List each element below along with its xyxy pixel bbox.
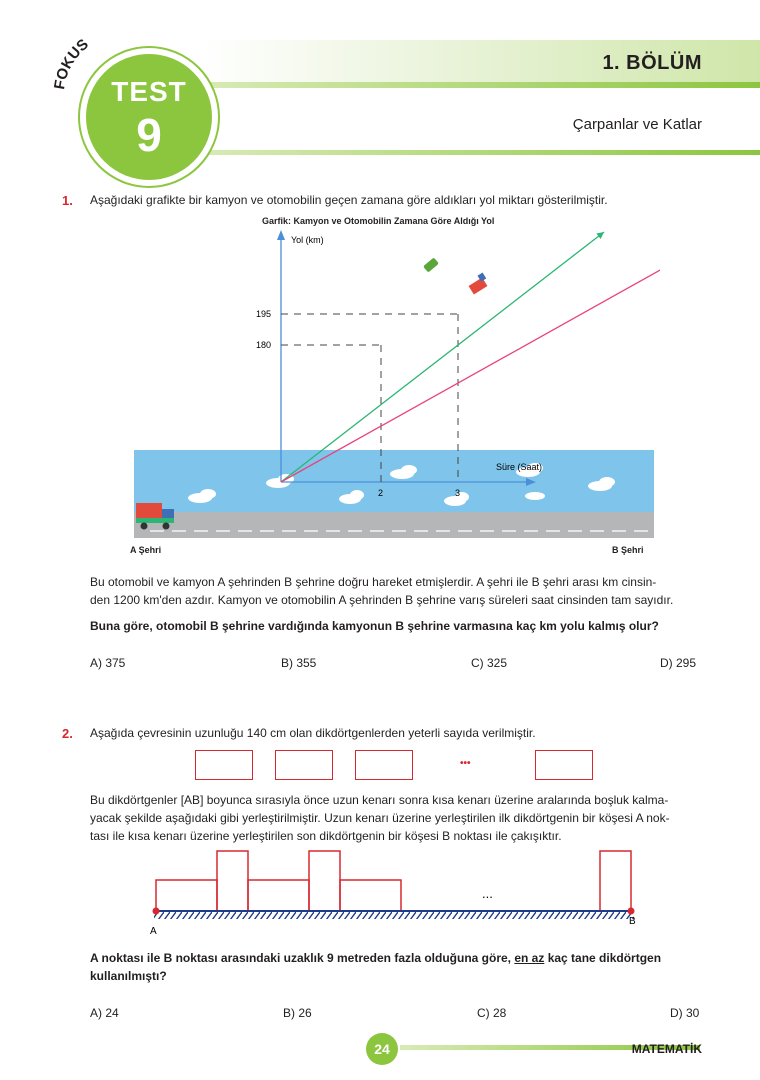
q2-body-line1: Bu dikdörtgenler [AB] boyunca sırasıyla önce uzun kenarı sonra kısa kenarı üzerine aralarında boşluk kalma-: [90, 793, 669, 807]
y-tick-195: 195: [256, 309, 272, 319]
q2-question-emphasis: en az: [514, 951, 545, 965]
q2-option-c[interactable]: C) 28: [477, 1006, 507, 1020]
section-title: 1. BÖLÜM: [602, 52, 702, 74]
q2-question-part1: A noktası ile B noktası arasındaki uzaklık 9 metreden fazla olduğuna göre,: [90, 951, 515, 965]
axes: [277, 230, 536, 486]
series-layer: [281, 232, 660, 482]
header-rule-top: [200, 82, 760, 88]
city-b-label: B Şehri: [612, 545, 644, 555]
q2-diagram: [140, 848, 650, 938]
q2-option-d[interactable]: D) 30: [670, 1006, 700, 1020]
q2-question-part2: kaç tane dikdörtgen: [544, 951, 662, 965]
q2-question-line1: [90, 948, 661, 968]
placed-rect-short-last: [600, 851, 631, 911]
rectangle-sample-1: [195, 750, 253, 780]
topic-title: Çarpanlar ve Katlar: [572, 116, 702, 133]
placed-rect-long-2: [248, 880, 309, 911]
placed-rectangles: [156, 851, 631, 911]
q2-number: 2.: [62, 726, 73, 741]
q1-intro: Aşağıdaki grafikte bir kamyon ve otomobilin geçen zamana göre aldıkları yol miktarı gösterilmiştir.: [90, 193, 608, 207]
placed-rect-long-1: [156, 880, 217, 911]
q1-option-b[interactable]: B) 355: [281, 656, 317, 670]
point-a-label: A: [150, 926, 157, 937]
series-arrowhead-1: [596, 232, 604, 239]
y-tick-180: 180: [256, 340, 272, 350]
graph-title: Garfik: Kamyon ve Otomobilin Zamana Göre Aldığı Yol: [262, 216, 495, 226]
rectangle-sample-4: [535, 750, 593, 780]
badge-number: 9: [136, 109, 162, 161]
header-rule-bottom: [200, 150, 760, 155]
test-badge: [80, 48, 218, 186]
q2-intro: Aşağıda çevresinin uzunluğu 140 cm olan dikdörtgenlerden yeterli sayıda verilmiştir.: [90, 726, 536, 740]
q1-body-line2: den 1200 km'den azdır. Kamyon ve otomobilin A şehrinden B şehrine varış süreleri saat cinsinden tam sayıdır.: [90, 593, 674, 607]
city-a-label: A Şehri: [130, 545, 162, 555]
x-tick-2: 2: [378, 488, 384, 498]
road: [134, 512, 654, 538]
x-tick-3: 3: [455, 488, 461, 498]
placed-rect-short-1: [217, 851, 248, 911]
diagram-dots: ...: [482, 886, 493, 901]
series-line-2: [281, 249, 660, 482]
point-a-dot: [153, 908, 160, 915]
series-line-1: [281, 232, 604, 482]
q2-option-b[interactable]: B) 26: [283, 1006, 312, 1020]
rectangle-sample-3: [355, 750, 413, 780]
page-number: 24: [366, 1033, 398, 1065]
q2-body-line2: yacak şekilde aşağıdaki gibi yerleştirilmiştir. Uzun kenarı üzerine yerleştirilen ilk dikdörtgenin bir köşesi A nok-: [90, 811, 670, 825]
badge-title: TEST: [111, 76, 187, 107]
y-axis-label: Yol (km): [291, 235, 324, 245]
q1-option-a[interactable]: A) 375: [90, 656, 126, 670]
subject-label: MATEMATİK: [631, 1042, 702, 1056]
q1-question: Buna göre, otomobil B şehrine vardığında kamyonun B şehrine varmasına kaç km yolu kalmış olur?: [90, 619, 659, 633]
placed-rect-long-3: [340, 880, 401, 911]
fokus-text: FOKUS: [51, 35, 92, 91]
q2-question-line2: kullanılmıştı?: [90, 969, 167, 983]
ground-hatch: [154, 912, 634, 919]
x-axis-label: Süre (Saat): [496, 462, 543, 472]
placed-rect-short-2: [309, 851, 340, 911]
rectangle-sample-2: [275, 750, 333, 780]
q1-option-d[interactable]: D) 295: [660, 656, 697, 670]
rectangles-ellipsis: •••: [460, 758, 471, 769]
point-b-label: B: [629, 916, 636, 927]
q1-body-line1: Bu otomobil ve kamyon A şehrinden B şehrine doğru hareket etmişlerdir. A şehri ile B şehri arası km cinsin-: [90, 575, 657, 589]
q2-body-line3: tası ile kısa kenarı üzerine yerleştirilen son dikdörtgenin bir köşesi B noktası ile çakışıktır.: [90, 829, 562, 843]
q2-option-a[interactable]: A) 24: [90, 1006, 119, 1020]
q1-number: 1.: [62, 193, 73, 208]
point-b-dot: [628, 908, 635, 915]
car-icon: [423, 257, 439, 272]
truck-on-line-icon: [469, 273, 488, 295]
q1-graph: [130, 228, 660, 548]
q1-option-c[interactable]: C) 325: [471, 656, 508, 670]
